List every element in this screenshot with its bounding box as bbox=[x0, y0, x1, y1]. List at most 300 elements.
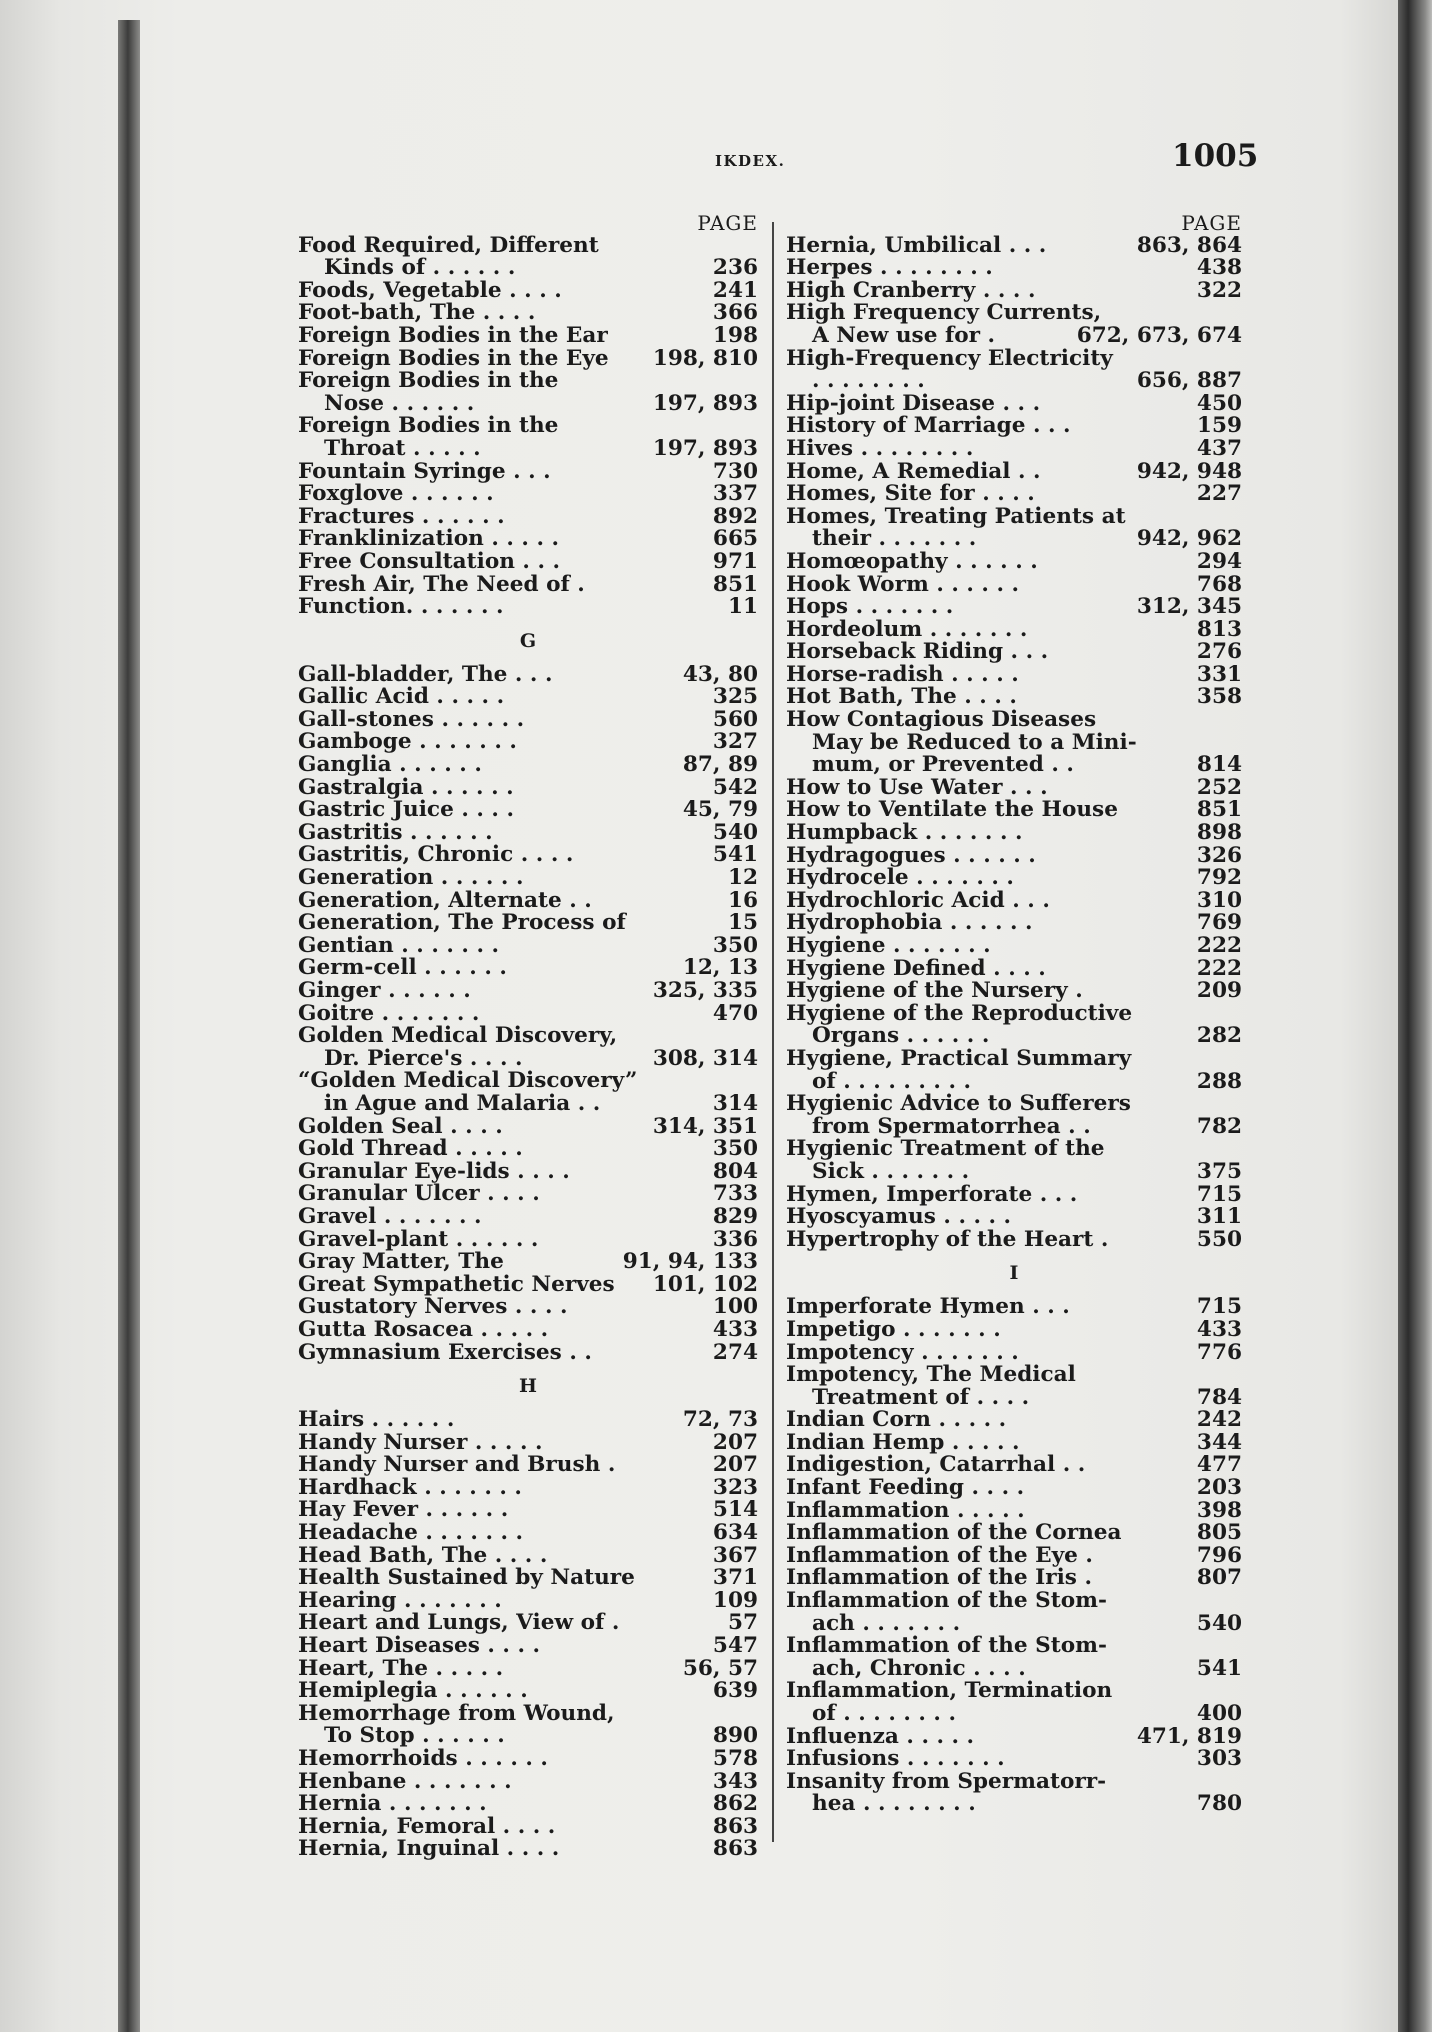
entry-text: Gamboge . . . . . . . bbox=[298, 731, 517, 755]
page-number: 1005 bbox=[1172, 138, 1259, 174]
entry-text: Foreign Bodies in the Ear bbox=[298, 324, 608, 348]
entry-page-number: 851 bbox=[1196, 799, 1242, 823]
entry-page-number: 863 bbox=[712, 1815, 758, 1839]
index-entry bbox=[298, 1612, 758, 1635]
entry-page-number: 665 bbox=[712, 528, 758, 551]
index-entry bbox=[298, 235, 758, 258]
entry-text: Nose . . . . . . bbox=[324, 392, 475, 416]
entry-page-number: 16 bbox=[727, 889, 758, 913]
entry-text: Function. . . . . . . bbox=[298, 596, 504, 619]
section-letter: I bbox=[1009, 1262, 1019, 1285]
entry-text: ach, Chronic . . . . bbox=[812, 1657, 1026, 1681]
entry-page-number: 829 bbox=[712, 1205, 758, 1229]
entry-text: Golden Medical Discovery, bbox=[298, 1025, 618, 1048]
entry-page-number: 550 bbox=[1196, 1228, 1242, 1252]
column-divider bbox=[772, 222, 774, 1842]
index-entry bbox=[786, 845, 1242, 868]
section-letter: G bbox=[519, 629, 537, 652]
entry-text: Hernia . . . . . . . bbox=[298, 1793, 487, 1816]
entry-text: Influenza . . . . . bbox=[786, 1725, 975, 1749]
entry-text: May be Reduced to a Mini- bbox=[812, 731, 1137, 755]
entry-text: Hernia, Umbilical . . . bbox=[786, 234, 1047, 258]
entry-text: Organs . . . . . . bbox=[812, 1025, 990, 1048]
entry-page-number: 209 bbox=[1196, 980, 1242, 1003]
entry-text: Hot Bath, The . . . . bbox=[786, 686, 1017, 710]
index-entry bbox=[786, 257, 1242, 280]
index-entry bbox=[298, 370, 758, 393]
entry-page-number: 769 bbox=[1196, 912, 1242, 935]
entry-page-number: 971 bbox=[712, 550, 758, 574]
index-entry bbox=[786, 1635, 1242, 1658]
entry-text: of . . . . . . . . . bbox=[812, 1070, 972, 1094]
entry-page-number: 282 bbox=[1196, 1025, 1242, 1048]
entry-page-number: 314, 351 bbox=[652, 1115, 758, 1139]
entry-text: Gravel . . . . . . . bbox=[298, 1205, 482, 1229]
section-letter: H bbox=[519, 1375, 537, 1398]
entry-text: Generation . . . . . . bbox=[298, 867, 524, 890]
entry-page-number: 72, 73 bbox=[682, 1409, 758, 1432]
index-entry bbox=[786, 1771, 1242, 1794]
entry-page-number: 241 bbox=[712, 279, 758, 303]
entry-page-number: 863, 864 bbox=[1136, 234, 1242, 258]
entry-page-number: 43, 80 bbox=[682, 663, 758, 687]
entry-page-number: 375 bbox=[1196, 1160, 1242, 1184]
entry-page-number: 11 bbox=[727, 596, 758, 619]
entry-page-number: 327 bbox=[712, 731, 758, 755]
index-entry bbox=[298, 461, 758, 484]
entry-text: Indian Corn . . . . . bbox=[786, 1409, 1007, 1432]
index-entry bbox=[298, 1296, 758, 1319]
entry-text: Gastritis, Chronic . . . . bbox=[298, 844, 574, 868]
entry-text: Hordeolum . . . . . . . bbox=[786, 618, 1028, 642]
entry-text: Impotency . . . . . . . bbox=[786, 1341, 1019, 1365]
entry-text: Hygiene of the Nursery . bbox=[786, 980, 1083, 1003]
entry-text: Hygiene Defined . . . . bbox=[786, 957, 1046, 981]
index-entry bbox=[298, 709, 758, 732]
index-entry bbox=[298, 1116, 758, 1139]
entry-text: Ganglia . . . . . . bbox=[298, 754, 482, 777]
index-entry bbox=[298, 664, 758, 687]
entry-page-number: 91, 94, 133 bbox=[622, 1251, 758, 1274]
index-entries-right bbox=[786, 235, 1242, 1816]
index-entry bbox=[786, 370, 1242, 393]
index-entry bbox=[298, 957, 758, 980]
index-entry bbox=[786, 1387, 1242, 1410]
index-entry bbox=[298, 280, 758, 303]
entry-text: Gravel-plant . . . . . . bbox=[298, 1228, 539, 1252]
index-entry bbox=[298, 890, 758, 913]
entry-text: Kinds of . . . . . . bbox=[324, 257, 516, 280]
index-entry bbox=[298, 822, 758, 845]
entry-text: Ginger . . . . . . bbox=[298, 980, 471, 1003]
index-entry bbox=[786, 1567, 1242, 1590]
index-entry bbox=[786, 596, 1242, 619]
index-entry bbox=[298, 731, 758, 754]
entry-page-number: 344 bbox=[1196, 1431, 1242, 1455]
entry-page-number: 437 bbox=[1196, 437, 1242, 461]
entry-page-number: 398 bbox=[1196, 1499, 1242, 1523]
entry-text: Dr. Pierce's . . . . bbox=[324, 1047, 523, 1071]
index-entry bbox=[298, 1070, 758, 1093]
index-entry bbox=[298, 302, 758, 325]
entry-text: Heart and Lungs, View of . bbox=[298, 1612, 620, 1636]
entry-page-number: 672, 673, 674 bbox=[1076, 324, 1242, 348]
entry-text: Herpes . . . . . . . . bbox=[786, 257, 993, 280]
entry-text: Gentian . . . . . . . bbox=[298, 934, 499, 958]
entry-text: Goitre . . . . . . . bbox=[298, 1002, 480, 1026]
index-entry bbox=[298, 1680, 758, 1703]
index-entry bbox=[298, 777, 758, 800]
index-entry bbox=[298, 1183, 758, 1206]
entry-page-number: 314 bbox=[712, 1092, 758, 1116]
entry-text: Sick . . . . . . . bbox=[812, 1160, 970, 1184]
entry-text: Handy Nurser and Brush . bbox=[298, 1454, 616, 1477]
entry-text: High Cranberry . . . . bbox=[786, 279, 1036, 303]
entry-text: Impotency, The Medical bbox=[786, 1364, 1076, 1387]
entry-page-number: 796 bbox=[1196, 1544, 1242, 1568]
entry-page-number: 656, 887 bbox=[1136, 370, 1242, 393]
entry-text: Hairs . . . . . . bbox=[298, 1409, 455, 1432]
index-entry bbox=[298, 1251, 758, 1274]
index-entry bbox=[298, 1048, 758, 1071]
entry-page-number: 715 bbox=[1196, 1296, 1242, 1319]
entry-page-number: 252 bbox=[1196, 776, 1242, 800]
index-entry bbox=[786, 551, 1242, 574]
entry-page-number: 100 bbox=[712, 1296, 758, 1319]
entry-page-number: 542 bbox=[712, 776, 758, 800]
entry-page-number: 814 bbox=[1196, 754, 1242, 777]
index-entry bbox=[298, 1477, 758, 1500]
entry-page-number: 331 bbox=[1196, 663, 1242, 687]
entry-text: To Stop . . . . . . bbox=[324, 1725, 505, 1748]
entry-text: Home, A Remedial . . bbox=[786, 460, 1041, 484]
entry-text: Hydrochloric Acid . . . bbox=[786, 889, 1050, 913]
index-entry bbox=[786, 302, 1242, 325]
entry-page-number: 366 bbox=[712, 302, 758, 325]
entry-text: Treatment of . . . . bbox=[812, 1386, 1030, 1410]
entry-page-number: 805 bbox=[1196, 1522, 1242, 1545]
entry-page-number: 514 bbox=[712, 1499, 758, 1523]
entry-page-number: 634 bbox=[712, 1522, 758, 1545]
entry-page-number: 792 bbox=[1196, 867, 1242, 890]
entry-page-number: 780 bbox=[1196, 1793, 1242, 1816]
index-entry bbox=[298, 1093, 758, 1116]
entry-text: “Golden Medical Discovery” bbox=[298, 1070, 638, 1093]
entry-text: Homes, Treating Patients at bbox=[786, 505, 1126, 529]
entry-text: Gustatory Nerves . . . . bbox=[298, 1296, 568, 1319]
entry-page-number: 198 bbox=[712, 324, 758, 348]
entry-text: Hygiene of the Reproductive bbox=[786, 1002, 1133, 1026]
entry-page-number: 311 bbox=[1196, 1206, 1242, 1229]
index-entry bbox=[298, 1793, 758, 1816]
entry-text: Fractures . . . . . . bbox=[298, 505, 505, 529]
entry-text: Foreign Bodies in the bbox=[298, 415, 559, 438]
index-entry bbox=[786, 1364, 1242, 1387]
entry-text: Gastritis . . . . . . bbox=[298, 821, 493, 845]
entry-text: Fountain Syringe . . . bbox=[298, 460, 551, 484]
entry-text: Health Sustained by Nature bbox=[298, 1567, 635, 1590]
index-entry bbox=[786, 483, 1242, 506]
entry-text: Hydrocele . . . . . . . bbox=[786, 867, 1014, 890]
entry-text: Great Sympathetic Nerves bbox=[298, 1273, 615, 1297]
index-entry bbox=[786, 777, 1242, 800]
entry-text: Hydrophobia . . . . . . bbox=[786, 912, 1033, 935]
entry-page-number: 308, 314 bbox=[652, 1047, 758, 1071]
entry-text: Foods, Vegetable . . . . bbox=[298, 279, 562, 303]
index-entry bbox=[786, 1680, 1242, 1703]
entry-page-number: 350 bbox=[712, 1138, 758, 1161]
entry-text: Headache . . . . . . . bbox=[298, 1522, 524, 1545]
entry-text: Gall-bladder, The . . . bbox=[298, 663, 553, 687]
entry-page-number: 942, 962 bbox=[1136, 528, 1242, 551]
entry-text: Hemorrhage from Wound, bbox=[298, 1702, 615, 1726]
entry-text: Generation, Alternate . . bbox=[298, 889, 592, 913]
index-entry bbox=[786, 438, 1242, 461]
entry-page-number: 337 bbox=[712, 483, 758, 506]
index-entry bbox=[786, 1613, 1242, 1636]
entry-text: Gray Matter, The bbox=[298, 1251, 504, 1274]
entry-text: Hops . . . . . . . bbox=[786, 596, 954, 619]
entry-page-number: 433 bbox=[1196, 1318, 1242, 1342]
index-entry bbox=[298, 393, 758, 416]
entry-text: Hygiene, Practical Summary bbox=[786, 1047, 1132, 1071]
entry-page-number: 207 bbox=[712, 1431, 758, 1455]
index-entry bbox=[298, 1658, 758, 1681]
entry-page-number: 276 bbox=[1196, 641, 1242, 664]
index-entry bbox=[786, 393, 1242, 416]
entry-page-number: 578 bbox=[712, 1748, 758, 1771]
index-entry bbox=[298, 1816, 758, 1839]
entry-text: Granular Eye-lids . . . . bbox=[298, 1160, 570, 1184]
index-entry bbox=[786, 1342, 1242, 1365]
index-entry bbox=[786, 822, 1242, 845]
entry-page-number: 768 bbox=[1196, 573, 1242, 597]
index-entry bbox=[786, 754, 1242, 777]
index-entry bbox=[298, 348, 758, 371]
index-entry bbox=[298, 1748, 758, 1771]
index-entry bbox=[786, 280, 1242, 303]
index-entry bbox=[786, 935, 1242, 958]
entry-text: Gall-stones . . . . . . bbox=[298, 708, 525, 732]
entry-text: Gastric Juice . . . . bbox=[298, 799, 514, 822]
entry-page-number: 863 bbox=[712, 1838, 758, 1861]
entry-text: Granular Ulcer . . . . bbox=[298, 1183, 540, 1206]
index-entry bbox=[298, 325, 758, 348]
entry-page-number: 898 bbox=[1196, 822, 1242, 845]
index-entry bbox=[298, 574, 758, 597]
entry-text: Hygienic Treatment of the bbox=[786, 1138, 1105, 1161]
page-edge bbox=[1398, 0, 1432, 2032]
index-entry bbox=[786, 415, 1242, 438]
entry-text: Fresh Air, The Need of . bbox=[298, 573, 585, 597]
entry-page-number: 892 bbox=[712, 505, 758, 529]
entry-text: Heart, The . . . . . bbox=[298, 1657, 504, 1681]
index-entry bbox=[298, 1635, 758, 1658]
entry-page-number: 784 bbox=[1196, 1386, 1242, 1410]
entry-page-number: 450 bbox=[1196, 392, 1242, 416]
entry-page-number: 433 bbox=[712, 1318, 758, 1342]
entry-text: Franklinization . . . . . bbox=[298, 528, 560, 551]
entry-text: Impetigo . . . . . . . bbox=[786, 1318, 1001, 1342]
index-entry bbox=[786, 1093, 1242, 1116]
index-entry bbox=[786, 1658, 1242, 1681]
index-entry bbox=[786, 1522, 1242, 1545]
entry-text: Hygiene . . . . . . . bbox=[786, 935, 991, 958]
entry-page-number: 470 bbox=[712, 1002, 758, 1026]
entry-page-number: 197, 893 bbox=[652, 437, 758, 461]
index-entry bbox=[298, 686, 758, 709]
index-entry bbox=[786, 1726, 1242, 1749]
index-entry bbox=[786, 325, 1242, 348]
index-entry bbox=[786, 348, 1242, 371]
entry-page-number: 350 bbox=[712, 934, 758, 958]
entry-text: Foreign Bodies in the Eye bbox=[298, 347, 609, 371]
index-entry bbox=[298, 912, 758, 935]
index-entry bbox=[298, 1522, 758, 1545]
entry-text: Imperforate Hymen . . . bbox=[786, 1296, 1070, 1319]
entry-text: Inflammation of the Cornea bbox=[786, 1522, 1122, 1545]
index-entry bbox=[298, 528, 758, 551]
entry-text: Indigestion, Catarrhal . . bbox=[786, 1454, 1086, 1478]
entry-text: Gastralgia . . . . . . bbox=[298, 776, 514, 800]
entry-page-number: 371 bbox=[712, 1567, 758, 1590]
entry-text: Inflammation of the Iris . bbox=[786, 1567, 1092, 1591]
entry-text: Inflammation, Termination bbox=[786, 1680, 1113, 1703]
index-entry bbox=[298, 415, 758, 438]
entry-page-number: 294 bbox=[1196, 550, 1242, 574]
index-entry bbox=[298, 1567, 758, 1590]
index-entry bbox=[786, 980, 1242, 1003]
entry-text: . . . . . . . . bbox=[812, 370, 925, 393]
entry-page-number: 730 bbox=[712, 460, 758, 484]
index-entry bbox=[786, 1161, 1242, 1184]
entry-page-number: 813 bbox=[1196, 618, 1242, 642]
entry-page-number: 322 bbox=[1196, 279, 1242, 303]
index-entry bbox=[298, 551, 758, 574]
index-entry bbox=[786, 1048, 1242, 1071]
entry-page-number: 639 bbox=[712, 1680, 758, 1703]
entry-page-number: 733 bbox=[712, 1183, 758, 1206]
entry-text: Horseback Riding . . . bbox=[786, 641, 1049, 664]
index-entry bbox=[786, 528, 1242, 551]
index-entry bbox=[298, 867, 758, 890]
entry-text: Indian Hemp . . . . . bbox=[786, 1431, 1020, 1455]
index-entry bbox=[298, 1432, 758, 1455]
entry-page-number: 312, 345 bbox=[1136, 596, 1242, 619]
entry-text: Hypertrophy of the Heart . bbox=[786, 1228, 1109, 1252]
entry-page-number: 540 bbox=[712, 821, 758, 845]
entry-text: Hearing . . . . . . . bbox=[298, 1589, 502, 1613]
entry-page-number: 325, 335 bbox=[652, 980, 758, 1003]
entry-text: hea . . . . . . . . bbox=[812, 1793, 976, 1816]
entry-page-number: 236 bbox=[712, 257, 758, 280]
index-entry bbox=[298, 1025, 758, 1048]
entry-page-number: 15 bbox=[727, 912, 758, 935]
entry-text: Hook Worm . . . . . . bbox=[786, 573, 1020, 597]
entry-text: Head Bath, The . . . . bbox=[298, 1544, 548, 1568]
entry-text: Free Consultation . . . bbox=[298, 550, 561, 574]
entry-text: Hydragogues . . . . . . bbox=[786, 844, 1036, 868]
index-entry bbox=[298, 1725, 758, 1748]
index-entry bbox=[786, 1748, 1242, 1771]
entry-page-number: 203 bbox=[1196, 1477, 1242, 1500]
entry-page-number: 325 bbox=[712, 686, 758, 709]
entry-text: Hygienic Advice to Sufferers bbox=[786, 1093, 1131, 1116]
entry-text: of . . . . . . . . bbox=[812, 1703, 956, 1726]
index-entries-left bbox=[298, 235, 758, 1861]
index-entry bbox=[786, 1703, 1242, 1726]
index-entry bbox=[298, 506, 758, 529]
entry-text: High Frequency Currents, bbox=[786, 302, 1102, 325]
entry-page-number: 159 bbox=[1196, 415, 1242, 438]
index-entry bbox=[298, 1409, 758, 1432]
column-heading: PAGE bbox=[697, 211, 758, 235]
index-entry bbox=[786, 1184, 1242, 1207]
entry-page-number: 222 bbox=[1196, 935, 1242, 958]
entry-page-number: 367 bbox=[712, 1544, 758, 1568]
index-entry bbox=[298, 754, 758, 777]
entry-text: Hemorrhoids . . . . . . bbox=[298, 1748, 548, 1771]
entry-page-number: 547 bbox=[712, 1635, 758, 1658]
entry-text: Foxglove . . . . . . bbox=[298, 483, 494, 506]
entry-page-number: 560 bbox=[712, 708, 758, 732]
index-entry bbox=[786, 1116, 1242, 1139]
entry-page-number: 540 bbox=[1196, 1612, 1242, 1636]
index-entry bbox=[298, 596, 758, 619]
entry-page-number: 310 bbox=[1196, 889, 1242, 913]
entry-page-number: 782 bbox=[1196, 1115, 1242, 1139]
entry-page-number: 198, 810 bbox=[652, 347, 758, 371]
index-entry bbox=[298, 1274, 758, 1297]
index-entry bbox=[298, 1229, 758, 1252]
entry-page-number: 804 bbox=[712, 1160, 758, 1184]
entry-text: Homes, Site for . . . . bbox=[786, 483, 1035, 506]
entry-page-number: 807 bbox=[1196, 1567, 1242, 1591]
entry-text: Hay Fever . . . . . . bbox=[298, 1499, 509, 1523]
entry-page-number: 197, 893 bbox=[652, 392, 758, 416]
entry-page-number: 358 bbox=[1196, 686, 1242, 710]
index-entry bbox=[786, 709, 1242, 732]
index-entry bbox=[786, 461, 1242, 484]
index-entry bbox=[298, 1545, 758, 1568]
index-entry bbox=[786, 574, 1242, 597]
entry-page-number: 242 bbox=[1196, 1409, 1242, 1432]
entry-text: How to Ventilate the House bbox=[786, 799, 1118, 823]
index-entry bbox=[786, 641, 1242, 664]
index-entry bbox=[298, 1590, 758, 1613]
book-spine bbox=[118, 20, 140, 2032]
entry-page-number: 541 bbox=[712, 844, 758, 868]
entry-text: A New use for . bbox=[812, 324, 996, 348]
index-entry bbox=[298, 1003, 758, 1026]
index-entry bbox=[786, 619, 1242, 642]
entry-text: Hyoscyamus . . . . . bbox=[786, 1206, 1012, 1229]
entry-text: Inflammation . . . . . bbox=[786, 1499, 1025, 1523]
entry-page-number: 56, 57 bbox=[682, 1657, 758, 1681]
index-entry bbox=[786, 1003, 1242, 1026]
index-entry bbox=[298, 935, 758, 958]
index-entry bbox=[786, 799, 1242, 822]
entry-page-number: 109 bbox=[712, 1589, 758, 1613]
entry-page-number: 57 bbox=[727, 1612, 758, 1636]
entry-text: Horse-radish . . . . . bbox=[786, 663, 1019, 687]
entry-page-number: 477 bbox=[1196, 1454, 1242, 1478]
index-entry bbox=[786, 1025, 1242, 1048]
entry-page-number: 222 bbox=[1196, 957, 1242, 981]
entry-text: Golden Seal . . . . bbox=[298, 1115, 503, 1139]
running-title: IKDEX. bbox=[715, 152, 786, 170]
entry-text: History of Marriage . . . bbox=[786, 415, 1071, 438]
